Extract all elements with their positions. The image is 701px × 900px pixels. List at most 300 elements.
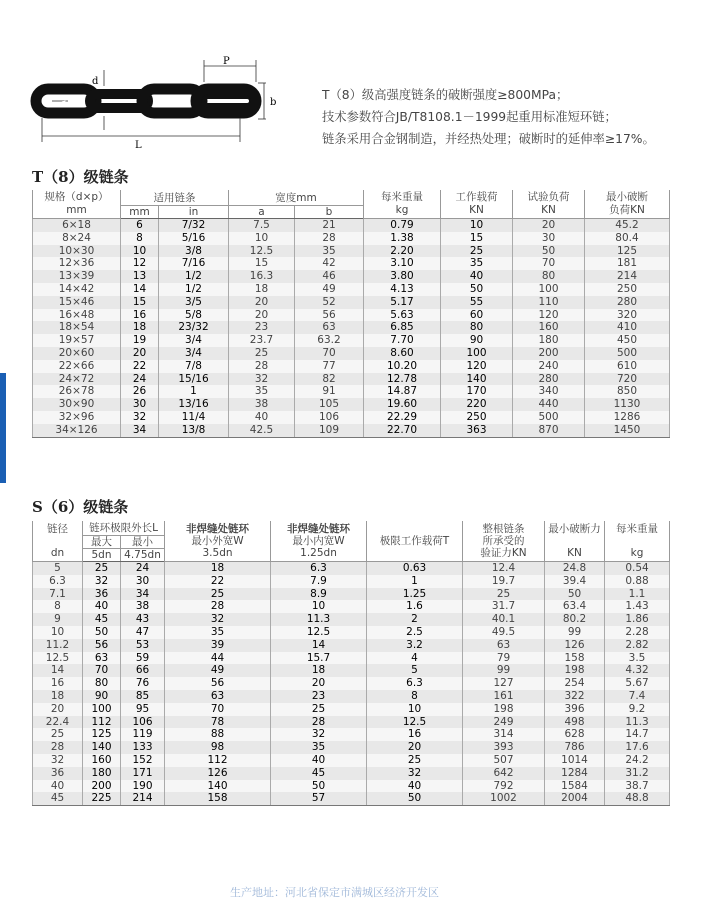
table-row <box>33 424 670 437</box>
table-cell: 140 <box>441 373 513 386</box>
table-cell: 60 <box>441 309 513 322</box>
table-row <box>33 232 670 245</box>
table-cell: 25 <box>165 588 271 601</box>
table-cell: 11.3 <box>605 716 670 729</box>
table-cell: 10 <box>441 219 513 232</box>
table-cell: 12.5 <box>271 626 367 639</box>
table-row <box>33 296 670 309</box>
table-cell: 1286 <box>585 411 670 424</box>
table-cell: 160 <box>83 754 121 767</box>
table-cell: 120 <box>513 309 585 322</box>
table-cell: 57 <box>271 792 367 805</box>
table-cell: 40 <box>271 754 367 767</box>
table-cell: 0.88 <box>605 575 670 588</box>
table-cell: 14 <box>271 639 367 652</box>
table-cell: 5.63 <box>364 309 441 322</box>
table-cell: 2 <box>367 613 463 626</box>
table-cell: 63.2 <box>295 334 364 347</box>
table-cell: 20 <box>33 703 83 716</box>
table-cell: 12.4 <box>463 562 545 575</box>
table-cell: 2004 <box>545 792 605 805</box>
table-cell: 158 <box>165 792 271 805</box>
table-cell: 249 <box>463 716 545 729</box>
table-cell: 18×54 <box>33 321 121 334</box>
table-cell: 1 <box>367 575 463 588</box>
table-cell: 79 <box>463 652 545 665</box>
table-cell: 120 <box>441 360 513 373</box>
table-cell: 198 <box>545 664 605 677</box>
table-cell: 70 <box>83 664 121 677</box>
table-cell: 158 <box>545 652 605 665</box>
table-row <box>33 360 670 373</box>
table-cell: 125 <box>585 245 670 258</box>
table-cell: 12.78 <box>364 373 441 386</box>
table-cell: 0.79 <box>364 219 441 232</box>
table-cell: 5.67 <box>605 677 670 690</box>
table-cell: 66 <box>121 664 165 677</box>
table-cell: 7/8 <box>159 360 229 373</box>
table-cell: 88 <box>165 728 271 741</box>
table-cell: 10 <box>121 245 159 258</box>
table-cell: 23 <box>229 321 295 334</box>
table-cell: 792 <box>463 780 545 793</box>
s6-header-len: 链环极限外长L <box>83 521 165 536</box>
table-cell: 22.4 <box>33 716 83 729</box>
intro-line-1: T（8）级高强度链条的破断强度≥800MPa； <box>322 88 569 102</box>
table-cell: 78 <box>165 716 271 729</box>
table-cell: 53 <box>121 639 165 652</box>
table-cell: 76 <box>121 677 165 690</box>
table-row <box>33 639 670 652</box>
table-cell: 63 <box>83 652 121 665</box>
table-cell: 6.3 <box>271 562 367 575</box>
table-cell: 19 <box>121 334 159 347</box>
table-cell: 43 <box>121 613 165 626</box>
table-row <box>33 321 670 334</box>
table-cell: 85 <box>121 690 165 703</box>
table-cell: 35 <box>271 741 367 754</box>
table-row <box>33 219 670 232</box>
table-cell: 47 <box>121 626 165 639</box>
table-cell: 126 <box>165 767 271 780</box>
table-cell: 22×66 <box>33 360 121 373</box>
table-cell: 320 <box>585 309 670 322</box>
table-cell: 10 <box>271 600 367 613</box>
table-cell: 45.2 <box>585 219 670 232</box>
table-cell: 250 <box>441 411 513 424</box>
table-cell: 35 <box>295 245 364 258</box>
table-cell: 52 <box>295 296 364 309</box>
table-cell: 15×46 <box>33 296 121 309</box>
table-cell: 280 <box>513 373 585 386</box>
table-row <box>33 780 670 793</box>
s6-header-dia: 链径 dn <box>33 521 83 562</box>
s6-header-len-min-unit: 4.75dn <box>121 549 165 562</box>
table-cell: 50 <box>367 792 463 805</box>
table-cell: 25 <box>33 728 83 741</box>
table-cell: 98 <box>165 741 271 754</box>
table-cell: 38 <box>121 600 165 613</box>
table-cell: 80 <box>513 270 585 283</box>
table-cell: 49 <box>165 664 271 677</box>
table-row <box>33 373 670 386</box>
table-cell: 95 <box>121 703 165 716</box>
t8-header-width-b: b <box>295 206 364 219</box>
table-cell: 5/16 <box>159 232 229 245</box>
table-cell: 31.7 <box>463 600 545 613</box>
table-row <box>33 677 670 690</box>
s6-section-title: S（6）级链条 <box>32 498 129 516</box>
table-cell: 11.3 <box>271 613 367 626</box>
table-cell: 77 <box>295 360 364 373</box>
t8-header-test: 试验负荷 KN <box>513 190 585 219</box>
table-cell: 4.13 <box>364 283 441 296</box>
table-cell: 40 <box>229 411 295 424</box>
table-cell: 35 <box>229 385 295 398</box>
table-row <box>33 398 670 411</box>
table-cell: 161 <box>463 690 545 703</box>
table-cell: 42 <box>295 257 364 270</box>
table-cell: 18 <box>165 562 271 575</box>
table-cell: 2.82 <box>605 639 670 652</box>
table-cell: 11/4 <box>159 411 229 424</box>
table-row <box>33 741 670 754</box>
table-cell: 32 <box>367 767 463 780</box>
table-cell: 181 <box>585 257 670 270</box>
label-l: L <box>135 140 142 151</box>
table-cell: 5 <box>33 562 83 575</box>
table-cell: 180 <box>83 767 121 780</box>
table-cell: 39 <box>165 639 271 652</box>
table-cell: 340 <box>513 385 585 398</box>
table-cell: 1.38 <box>364 232 441 245</box>
table-cell: 14 <box>121 283 159 296</box>
table-cell: 20 <box>271 677 367 690</box>
table-cell: 15 <box>229 257 295 270</box>
table-cell: 34×126 <box>33 424 121 437</box>
table-cell: 2.5 <box>367 626 463 639</box>
table-cell: 393 <box>463 741 545 754</box>
table-cell: 100 <box>513 283 585 296</box>
table-cell: 9 <box>33 613 83 626</box>
s6-header-outer-width: 非焊缝处链环 最小外宽W 3.5dn <box>165 521 271 562</box>
table-cell: 16 <box>33 677 83 690</box>
s6-header-inner-width: 非焊缝处链环 最小内宽W 1.25dn <box>271 521 367 562</box>
table-cell: 45 <box>83 613 121 626</box>
table-cell: 56 <box>295 309 364 322</box>
s6-header-len-min: 最小 <box>121 536 165 549</box>
table-cell: 105 <box>295 398 364 411</box>
table-cell: 363 <box>441 424 513 437</box>
table-row <box>33 562 670 575</box>
table-cell: 28 <box>33 741 83 754</box>
table-cell: 214 <box>121 792 165 805</box>
table-cell: 254 <box>545 677 605 690</box>
table-cell: 786 <box>545 741 605 754</box>
table-cell: 498 <box>545 716 605 729</box>
table-cell: 16 <box>121 309 159 322</box>
table-cell: 44 <box>165 652 271 665</box>
table-row <box>33 245 670 258</box>
table-cell: 50 <box>441 283 513 296</box>
table-cell: 16.3 <box>229 270 295 283</box>
table-cell: 14.7 <box>605 728 670 741</box>
table-cell: 7/32 <box>159 219 229 232</box>
t8-header-width-a: a <box>229 206 295 219</box>
table-row <box>33 334 670 347</box>
table-cell: 59 <box>121 652 165 665</box>
table-cell: 850 <box>585 385 670 398</box>
table-row <box>33 754 670 767</box>
table-cell: 45 <box>33 792 83 805</box>
table-cell: 8.60 <box>364 347 441 360</box>
table-cell: 3/5 <box>159 296 229 309</box>
t8-header-spec: 规格（d×p） mm <box>33 190 121 219</box>
table-cell: 610 <box>585 360 670 373</box>
table-cell: 396 <box>545 703 605 716</box>
s6-header-load: 极限工作载荷T <box>367 521 463 562</box>
table-cell: 30 <box>121 398 159 411</box>
table-cell: 3.2 <box>367 639 463 652</box>
table-cell: 870 <box>513 424 585 437</box>
table-cell: 8 <box>367 690 463 703</box>
table-cell: 240 <box>513 360 585 373</box>
table-cell: 1002 <box>463 792 545 805</box>
table-cell: 91 <box>295 385 364 398</box>
table-cell: 720 <box>585 373 670 386</box>
table-row <box>33 716 670 729</box>
table-cell: 6×18 <box>33 219 121 232</box>
table-cell: 22 <box>165 575 271 588</box>
table-cell: 46 <box>295 270 364 283</box>
table-cell: 24.2 <box>605 754 670 767</box>
table-cell: 28 <box>165 600 271 613</box>
table-cell: 126 <box>545 639 605 652</box>
table-cell: 180 <box>513 334 585 347</box>
table-cell: 56 <box>165 677 271 690</box>
table-cell: 28 <box>271 716 367 729</box>
table-cell: 32 <box>121 411 159 424</box>
table-cell: 125 <box>83 728 121 741</box>
table-cell: 99 <box>463 664 545 677</box>
label-a: a <box>61 97 67 107</box>
table-cell: 40 <box>441 270 513 283</box>
table-cell: 23.7 <box>229 334 295 347</box>
label-d: d <box>92 76 99 87</box>
s6-spec-table <box>32 521 670 806</box>
table-row <box>33 270 670 283</box>
table-cell: 22 <box>121 360 159 373</box>
table-cell: 1284 <box>545 767 605 780</box>
table-cell: 20 <box>229 309 295 322</box>
table-row <box>33 283 670 296</box>
table-cell: 1130 <box>585 398 670 411</box>
table-cell: 30 <box>513 232 585 245</box>
table-cell: 63 <box>463 639 545 652</box>
table-cell: 450 <box>585 334 670 347</box>
table-cell: 15 <box>441 232 513 245</box>
table-cell: 40 <box>83 600 121 613</box>
t8-header-break: 最小破断 负荷KN <box>585 190 670 219</box>
table-cell: 10 <box>229 232 295 245</box>
table-row <box>33 411 670 424</box>
table-cell: 119 <box>121 728 165 741</box>
t8-spec-table <box>32 190 670 438</box>
table-cell: 32×96 <box>33 411 121 424</box>
table-cell: 90 <box>83 690 121 703</box>
table-cell: 20 <box>229 296 295 309</box>
table-cell: 34 <box>121 588 165 601</box>
table-cell: 15/16 <box>159 373 229 386</box>
s6-header-len-max: 最大 <box>83 536 121 549</box>
table-cell: 50 <box>83 626 121 639</box>
table-cell: 170 <box>441 385 513 398</box>
table-cell: 314 <box>463 728 545 741</box>
table-row <box>33 792 670 805</box>
table-cell: 250 <box>585 283 670 296</box>
table-cell: 100 <box>83 703 121 716</box>
table-cell: 28 <box>229 360 295 373</box>
table-row <box>33 613 670 626</box>
table-cell: 200 <box>513 347 585 360</box>
table-cell: 7.4 <box>605 690 670 703</box>
table-cell: 198 <box>463 703 545 716</box>
table-cell: 63.4 <box>545 600 605 613</box>
table-cell: 24 <box>121 373 159 386</box>
table-cell: 19.7 <box>463 575 545 588</box>
table-cell: 18 <box>121 321 159 334</box>
table-cell: 4 <box>367 652 463 665</box>
t8-header-chain-in: in <box>159 206 229 219</box>
table-cell: 507 <box>463 754 545 767</box>
table-cell: 40.1 <box>463 613 545 626</box>
table-cell: 20 <box>513 219 585 232</box>
table-cell: 10 <box>367 703 463 716</box>
table-cell: 3.80 <box>364 270 441 283</box>
table-cell: 26×78 <box>33 385 121 398</box>
table-cell: 21 <box>295 219 364 232</box>
table-cell: 20×60 <box>33 347 121 360</box>
table-cell: 7.70 <box>364 334 441 347</box>
table-cell: 11.2 <box>33 639 83 652</box>
table-cell: 32 <box>165 613 271 626</box>
table-cell: 13×39 <box>33 270 121 283</box>
table-cell: 36 <box>83 588 121 601</box>
table-cell: 22.29 <box>364 411 441 424</box>
table-cell: 628 <box>545 728 605 741</box>
table-cell: 8 <box>121 232 159 245</box>
table-cell: 14.87 <box>364 385 441 398</box>
table-cell: 30 <box>121 575 165 588</box>
table-cell: 56 <box>83 639 121 652</box>
table-cell: 19×57 <box>33 334 121 347</box>
footer-address: 生产地址：河北省保定市满城区经济开发区 <box>230 886 439 899</box>
t8-header-width: 宽度mm <box>229 190 364 206</box>
table-cell: 23/32 <box>159 321 229 334</box>
table-cell: 7.1 <box>33 588 83 601</box>
intro-line-2: 技术参数符合JB/T8108.1－1999起重用标准短环链； <box>322 110 617 124</box>
table-cell: 14 <box>33 664 83 677</box>
table-cell: 322 <box>545 690 605 703</box>
table-cell: 280 <box>585 296 670 309</box>
table-cell: 100 <box>441 347 513 360</box>
s6-header-proof: 整根链条 所承受的 验证力KN <box>463 521 545 562</box>
table-cell: 55 <box>441 296 513 309</box>
table-cell: 5/8 <box>159 309 229 322</box>
s6-header-len-max-unit: 5dn <box>83 549 121 562</box>
table-cell: 18 <box>33 690 83 703</box>
table-cell: 112 <box>83 716 121 729</box>
table-cell: 6.3 <box>367 677 463 690</box>
table-cell: 39.4 <box>545 575 605 588</box>
table-cell: 214 <box>585 270 670 283</box>
table-cell: 12.5 <box>229 245 295 258</box>
table-cell: 6.3 <box>33 575 83 588</box>
table-cell: 13/8 <box>159 424 229 437</box>
table-cell: 12.5 <box>367 716 463 729</box>
table-cell: 82 <box>295 373 364 386</box>
table-cell: 80 <box>441 321 513 334</box>
table-row <box>33 385 670 398</box>
table-cell: 1014 <box>545 754 605 767</box>
table-cell: 1.1 <box>605 588 670 601</box>
s6-header-weight: 每米重量 kg <box>605 521 670 562</box>
table-cell: 14×42 <box>33 283 121 296</box>
table-cell: 28 <box>295 232 364 245</box>
table-cell: 1/2 <box>159 270 229 283</box>
table-cell: 5.17 <box>364 296 441 309</box>
table-row <box>33 257 670 270</box>
table-cell: 45 <box>271 767 367 780</box>
table-cell: 35 <box>441 257 513 270</box>
table-cell: 17.6 <box>605 741 670 754</box>
s6-header-break: 最小破断力 KN <box>545 521 605 562</box>
table-cell: 23 <box>271 690 367 703</box>
t8-header-chain: 适用链条 <box>121 190 229 206</box>
chain-diagram <box>30 52 300 152</box>
table-cell: 109 <box>295 424 364 437</box>
table-cell: 63 <box>165 690 271 703</box>
table-cell: 19.60 <box>364 398 441 411</box>
table-cell: 3.10 <box>364 257 441 270</box>
table-cell: 440 <box>513 398 585 411</box>
table-cell: 112 <box>165 754 271 767</box>
table-cell: 20 <box>121 347 159 360</box>
table-cell: 7/16 <box>159 257 229 270</box>
table-cell: 25 <box>229 347 295 360</box>
t8-header-load: 工作载荷 KN <box>441 190 513 219</box>
table-cell: 1450 <box>585 424 670 437</box>
side-accent-bar <box>0 373 6 483</box>
table-cell: 90 <box>441 334 513 347</box>
table-cell: 1.43 <box>605 600 670 613</box>
table-cell: 80.2 <box>545 613 605 626</box>
table-cell: 70 <box>165 703 271 716</box>
table-cell: 7.9 <box>271 575 367 588</box>
intro-text <box>322 84 655 150</box>
table-cell: 32 <box>229 373 295 386</box>
table-cell: 18 <box>271 664 367 677</box>
table-cell: 500 <box>513 411 585 424</box>
table-cell: 12×36 <box>33 257 121 270</box>
table-cell: 140 <box>83 741 121 754</box>
table-cell: 110 <box>513 296 585 309</box>
table-row <box>33 664 670 677</box>
table-cell: 70 <box>513 257 585 270</box>
table-cell: 10 <box>33 626 83 639</box>
table-cell: 127 <box>463 677 545 690</box>
table-row <box>33 309 670 322</box>
